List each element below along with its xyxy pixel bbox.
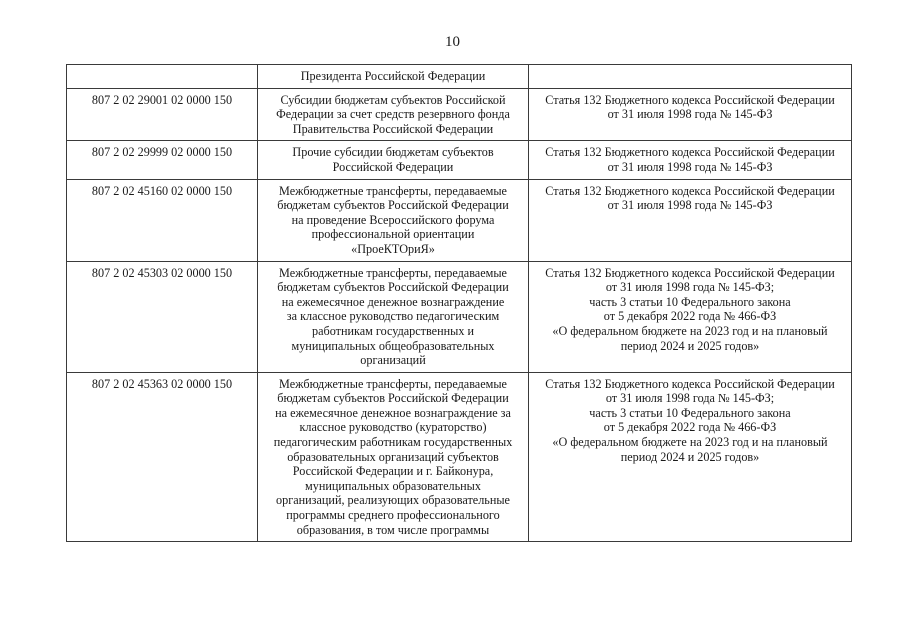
legal-basis-line: от 31 июля 1998 года № 145-ФЗ — [607, 159, 773, 174]
revenue-name-line: Президента Российской Федерации — [300, 69, 486, 83]
revenue-name-cell — [258, 179, 529, 261]
legal-basis-cell — [529, 88, 852, 141]
legal-basis-line: от 31 июля 1998 года № 145-ФЗ; — [605, 391, 775, 406]
legal-basis-line: от 5 декабря 2022 года № 466-ФЗ — [603, 420, 777, 435]
legal-basis-cell — [529, 179, 852, 261]
table-body — [67, 65, 852, 542]
legal-basis-line: «О федеральном бюджете на 2023 год и на плановый — [552, 435, 828, 450]
revenue-name-line: Межбюджетные трансферты, передаваемые — [279, 183, 507, 198]
revenue-name-line: бюджетам субъектов Российской Федерации — [277, 391, 509, 406]
revenue-name-line: Прочие субсидии бюджетам субъектов — [292, 145, 494, 160]
legal-basis-line: Статья 132 Бюджетного кодекса Российской Федерации — [545, 183, 835, 198]
legal-basis-line: от 5 декабря 2022 года № 466-ФЗ — [603, 309, 777, 324]
revenue-code-cell: 807 2 02 45363 02 0000 150 — [67, 372, 258, 542]
revenue-name-line: педагогическим работникам государственных — [273, 435, 513, 450]
legal-basis-line: часть 3 статьи 10 Федерального закона — [589, 294, 791, 309]
legal-basis-cell — [529, 372, 852, 542]
revenue-name-line: бюджетам субъектов Российской Федерации — [277, 198, 509, 213]
revenue-name-cell — [258, 372, 529, 542]
revenue-name-line: организаций, реализующих образовательные — [276, 493, 510, 508]
revenue-name-line: за классное руководство педагогическим — [286, 309, 500, 324]
revenue-name-line: муниципальных общеобразовательных — [291, 338, 495, 353]
revenue-name-line: классное руководство (кураторство) — [299, 420, 487, 435]
revenue-name-line: Межбюджетные трансферты, передаваемые — [279, 376, 507, 391]
revenue-name-line: образовательных организаций субъектов — [287, 449, 499, 464]
revenue-code-cell: 807 2 02 29999 02 0000 150 — [67, 141, 258, 179]
revenue-name-cell — [258, 141, 529, 179]
revenue-code-cell: 807 2 02 29001 02 0000 150 — [67, 88, 258, 141]
legal-basis-line: Статья 132 Бюджетного кодекса Российской Федерации — [545, 265, 835, 280]
revenue-name-cell — [258, 261, 529, 372]
revenue-name-line: работникам государственных и — [311, 323, 474, 338]
revenue-name-line: на ежемесячное денежное вознаграждение за — [275, 405, 511, 420]
revenue-name-line: Правительства Российской Федерации — [292, 121, 494, 136]
legal-basis-line: от 31 июля 1998 года № 145-ФЗ — [607, 107, 773, 122]
revenue-name-line: муниципальных образовательных — [305, 478, 481, 493]
budget-classification-table — [66, 64, 852, 542]
table-row — [67, 261, 852, 372]
table-row — [67, 65, 852, 89]
revenue-name-line: Российской Федерации — [332, 159, 454, 174]
revenue-name-line: организаций — [360, 353, 426, 368]
table-row — [67, 372, 852, 542]
table-row — [67, 141, 852, 179]
revenue-name-line: бюджетам субъектов Российской Федерации — [277, 280, 509, 295]
legal-basis-line: период 2024 и 2025 годов» — [620, 449, 760, 464]
legal-basis-line: период 2024 и 2025 годов» — [620, 338, 760, 353]
revenue-name-line: профессиональной ориентации — [311, 227, 475, 242]
revenue-code-cell — [67, 65, 258, 89]
legal-basis-line: Статья 132 Бюджетного кодекса Российской Федерации — [545, 376, 835, 391]
legal-basis-line: «О федеральном бюджете на 2023 год и на плановый — [552, 323, 828, 338]
revenue-name-line: Межбюджетные трансферты, передаваемые — [279, 265, 507, 280]
table-row — [67, 179, 852, 261]
revenue-name-cell — [258, 88, 529, 141]
revenue-name-line: Федерации за счет средств резервного фонда — [276, 107, 510, 122]
table-row — [67, 88, 852, 141]
legal-basis-line: Статья 132 Бюджетного кодекса Российской Федерации — [545, 92, 835, 107]
revenue-name-line: на проведение Всероссийского форума — [291, 212, 495, 227]
legal-basis-line: от 31 июля 1998 года № 145-ФЗ — [607, 198, 773, 213]
legal-basis-cell — [529, 141, 852, 179]
revenue-name-line: Субсидии бюджетам субъектов Российской — [280, 92, 506, 107]
revenue-name-line: программы среднего профессионального — [286, 508, 500, 523]
revenue-name-line: «ПроеКТОриЯ» — [351, 241, 435, 256]
revenue-name-line: образования, в том числе программы — [296, 522, 490, 537]
legal-basis-line: часть 3 статьи 10 Федерального закона — [589, 405, 791, 420]
legal-basis-line: Статья 132 Бюджетного кодекса Российской Федерации — [545, 145, 835, 160]
revenue-code-cell: 807 2 02 45160 02 0000 150 — [67, 179, 258, 261]
legal-basis-cell — [529, 261, 852, 372]
revenue-name-cell — [258, 65, 529, 89]
page-number: 10 — [445, 34, 460, 50]
legal-basis-line: от 31 июля 1998 года № 145-ФЗ; — [605, 280, 775, 295]
revenue-name-line: на ежемесячное денежное вознаграждение — [281, 294, 505, 309]
revenue-code-cell: 807 2 02 45303 02 0000 150 — [67, 261, 258, 372]
revenue-name-line: Российской Федерации и г. Байконура, — [292, 464, 494, 479]
legal-basis-cell — [529, 65, 852, 89]
